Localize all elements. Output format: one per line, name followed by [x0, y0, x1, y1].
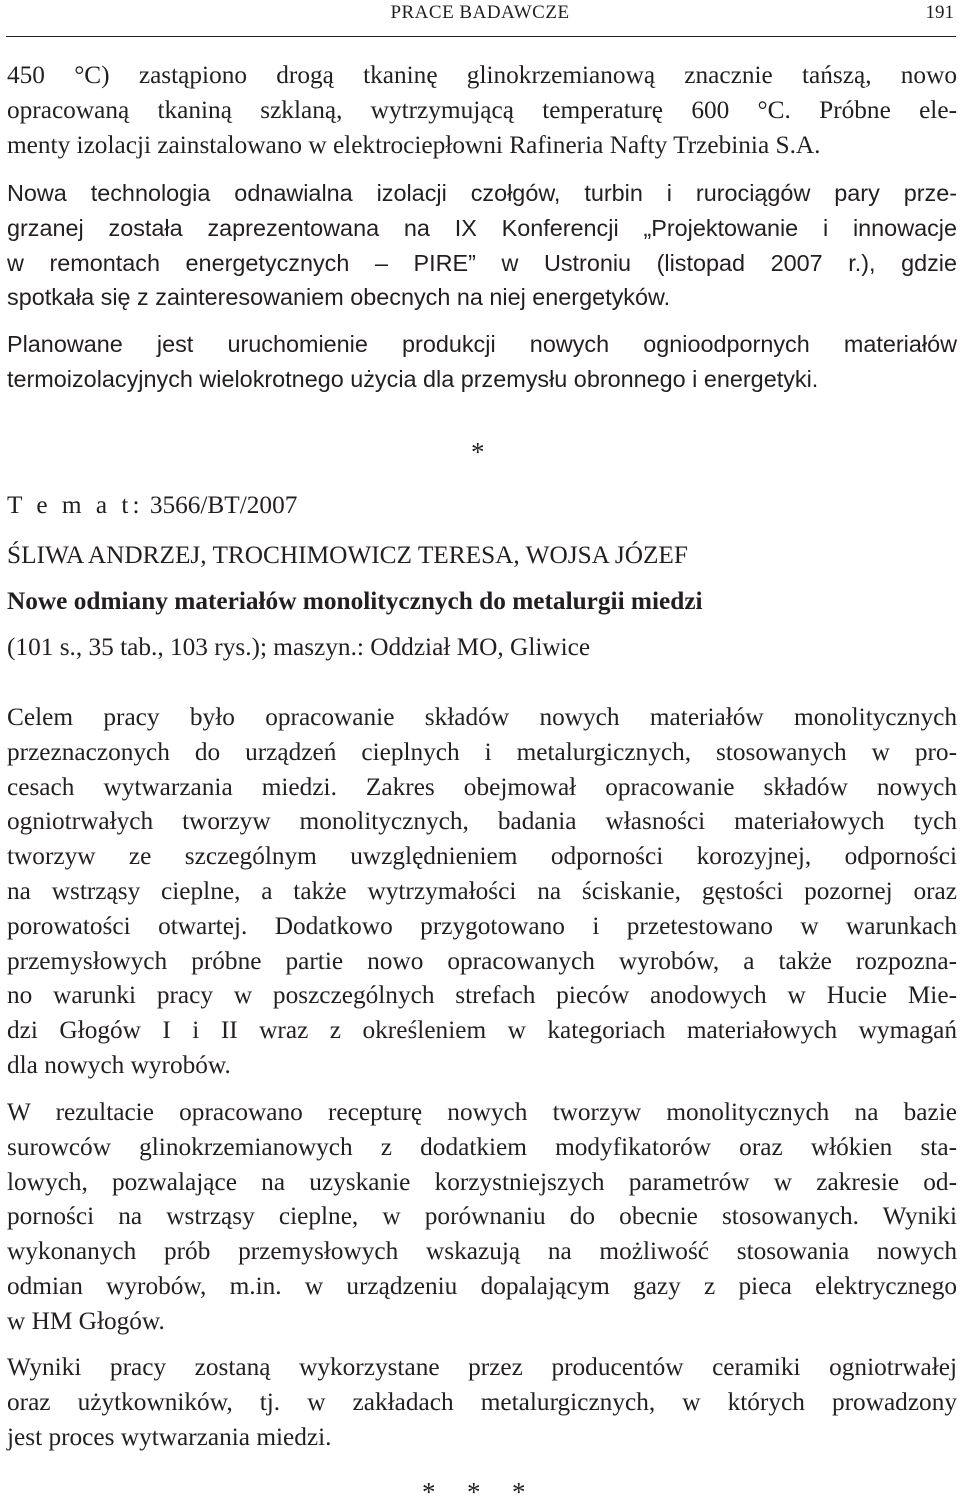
- authors: ŚLIWA ANDRZEJ, TROCHIMOWICZ TERESA, WOJSA JÓZEF: [7, 541, 688, 569]
- text-line: w HM Głogów.: [7, 1306, 165, 1335]
- summary-paragraph-2: [7, 327, 957, 397]
- text-line: porowatości otwartej. Dodatkowo przygotowano i przetestowano w warunkach: [7, 911, 957, 940]
- page-header: [0, 0, 960, 36]
- text-line: wykonanych prób przemysłowych wskazują na możliwość stosowania nowych: [7, 1237, 957, 1266]
- text-line: porności na wstrząsy cieplne, w porównaniu do obecnie stosowanych. Wyniki: [7, 1202, 957, 1231]
- entry-title: Nowe odmiany materiałów monolitycznych do metalurgii miedzi: [7, 587, 703, 615]
- text-line: dla nowych wyrobów.: [7, 1050, 231, 1079]
- text-line: przeznaczonych do urządzeń cieplnych i metalurgicznych, stosowanych w pro-: [7, 737, 957, 766]
- text-line: jest proces wytwarzania miedzi.: [7, 1422, 332, 1451]
- text-line: surowców glinokrzemianowych z dodatkiem modyfikatorów oraz włókien sta-: [7, 1132, 957, 1161]
- text-line: dzi Głogów I i II wraz z określeniem w kategoriach materiałowych wymagań: [7, 1016, 957, 1045]
- text-line: W rezultacie opracowano recepturę nowych tworzyw monolitycznych na bazie: [7, 1098, 957, 1126]
- continuation-paragraph: [7, 58, 957, 162]
- text-line: w remontach energetycznych – PIRE” w Ustroniu (listopad 2007 r.), gdzie: [7, 249, 957, 276]
- text-line: przemysłowych próbne partie nowo opracowanych wyrobów, a także rozpozna-: [7, 946, 957, 975]
- text-line: 450 °C) zastąpiono drogą tkaninę glinokrzemianową znacznie tańszą, nowo: [7, 61, 957, 89]
- end-separator-asterisks: * * *: [422, 1477, 532, 1507]
- text-line: Planowane jest uruchomienie produkcji nowych ognioodpornych materiałów: [7, 331, 957, 357]
- topic-number: 3566/BT/2007: [149, 491, 298, 519]
- text-line: cesach wytwarzania miedzi. Zakres obejmował opracowanie składów nowych: [7, 772, 957, 801]
- text-line: spotkała się z zainteresowaniem obecnych na niej energetyków.: [7, 284, 671, 311]
- text-line: odmian wyrobów, m.in. w urządzeniu dopalającym gazy z pieca elektrycznego: [7, 1271, 957, 1300]
- section-separator-asterisk: *: [471, 437, 485, 467]
- text-line: tworzyw ze szczególnym uwzględnieniem odporności korozyjnej, odporności: [7, 842, 957, 871]
- text-line: ogniotrwałych tworzyw monolitycznych, badania własności materiałowych tych: [7, 807, 957, 836]
- body-paragraph-2: [7, 1095, 957, 1339]
- page-number: 191: [925, 2, 954, 23]
- text-line: termoizolacyjnych wielokrotnego użycia dla przemysłu obronnego i energetyki.: [7, 365, 819, 392]
- text-line: opracowaną tkaniną szklaną, wytrzymującą temperaturę 600 °C. Próbne ele-: [7, 95, 957, 124]
- text-line: Celem pracy było opracowanie składów nowych materiałów monolitycznych: [7, 703, 957, 731]
- text-line: Wyniki pracy zostaną wykorzystane przez producentów ceramiki ogniotrwałej: [7, 1353, 957, 1381]
- topic-line: [7, 488, 297, 522]
- entry-details: (101 s., 35 tab., 103 rys.); maszyn.: Oddział MO, Gliwice: [7, 633, 591, 661]
- text-line: na wstrząsy cieplne, a także wytrzymałości na ściskanie, gęstości pozornej oraz: [7, 876, 957, 905]
- text-line: oraz użytkowników, tj. w zakładach metalurgicznych, w których prowadzony: [7, 1387, 957, 1416]
- body-paragraph-1: [7, 700, 957, 1083]
- text-line: lowych, pozwalające na uzyskanie korzystniejszych parametrów w zakresie od-: [7, 1167, 957, 1196]
- header-rule: [6, 36, 956, 37]
- running-title: PRACE BADAWCZE: [390, 2, 570, 23]
- topic-label: T e m a t:: [7, 491, 144, 519]
- text-line: grzanej została zaprezentowana na IX Konferencji „Projektowanie i innowacje: [7, 214, 957, 241]
- text-line: no warunki pracy w poszczególnych strefach pieców anodowych w Hucie Mie-: [7, 981, 957, 1010]
- summary-paragraph-1: [7, 176, 957, 315]
- text-line: Nowa technologia odnawialna izolacji czołgów, turbin i rurociągów pary prze-: [7, 180, 957, 206]
- text-line: menty izolacji zainstalowano w elektrociepłowni Rafineria Nafty Trzebinia S.A.: [7, 130, 821, 159]
- body-paragraph-3: [7, 1350, 957, 1454]
